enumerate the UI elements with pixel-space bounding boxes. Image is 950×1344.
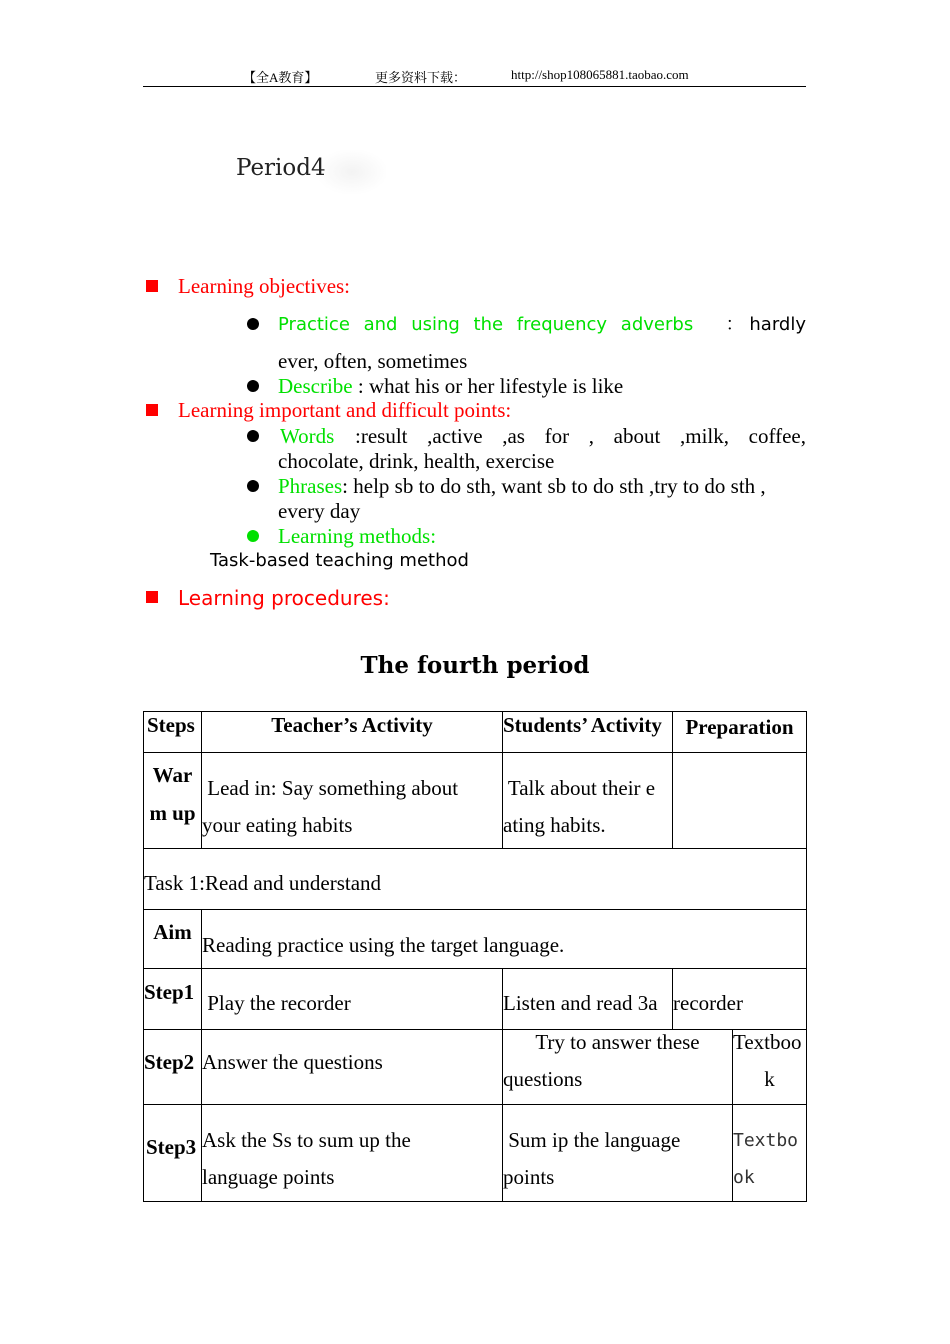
step3-students-b: points	[503, 1165, 555, 1189]
step3-teacher-a: Ask the Ss to sum up the	[202, 1128, 411, 1152]
step3-students-a: Sum ip the language	[503, 1128, 681, 1152]
phrases-label: Phrases	[278, 474, 343, 498]
green-bullet-dot	[247, 530, 259, 542]
warmup-step-a: War	[152, 763, 193, 787]
step2-label: Step2	[144, 1050, 195, 1074]
phrases-rest: : help sb to do sth, want sb to do sth ,try to do sth ,	[342, 474, 766, 498]
bullet-dot	[247, 480, 259, 492]
bullet-dot	[247, 430, 259, 442]
phrases	[278, 474, 766, 499]
step1-preparation: recorder	[673, 991, 743, 1015]
objectives-heading: Learning objectives:	[178, 274, 351, 298]
objective-1-green: Practice and using the frequency adverbs	[278, 314, 694, 335]
step3-preparation-b: ok	[733, 1167, 755, 1188]
title-smudge	[318, 150, 386, 194]
step2-teacher: Answer the questions	[202, 1050, 383, 1074]
words-label: Words	[280, 424, 335, 448]
words-line2: chocolate, drink, health, exercise	[278, 449, 555, 473]
phrases-line2: every day	[278, 499, 361, 523]
header-brand: 【全A教育】	[243, 70, 318, 85]
step2-preparation-b: k	[764, 1067, 775, 1091]
methods-value: Task-based teaching method	[210, 550, 469, 571]
word: :result	[355, 424, 408, 448]
warmup-students-a: Talk about their e	[503, 776, 656, 800]
red-square-bullet	[146, 404, 158, 416]
step1-teacher: Play the recorder	[202, 991, 351, 1015]
warmup-teacher-a: Lead in: Say something about	[202, 776, 459, 800]
word: ,milk,	[679, 424, 729, 448]
step2-preparation-a: Textboo	[733, 1030, 802, 1054]
bullet-dot	[247, 318, 259, 330]
objective-2-rest: : what his or her lifestyle is like	[352, 374, 624, 398]
important-heading: Learning important and difficult points:	[178, 398, 512, 422]
objective-2	[278, 374, 623, 399]
aim-label: Aim	[153, 920, 192, 944]
th-preparation: Preparation	[685, 715, 794, 739]
objective-1-line2: ever, often, sometimes	[278, 349, 468, 373]
red-square-bullet	[146, 280, 158, 292]
warmup-teacher-b: your eating habits	[202, 813, 353, 837]
step1-students: Listen and read 3a	[503, 991, 658, 1015]
step3-teacher-b: language points	[202, 1165, 335, 1189]
th-teacher: Teacher’s Activity	[271, 713, 433, 737]
step3-preparation-a: Textbo	[733, 1130, 799, 1151]
th-students: Students’ Activity	[503, 713, 662, 737]
objective-1	[278, 312, 806, 337]
word: ,	[588, 424, 595, 448]
word: ,as	[502, 424, 525, 448]
objective-1-rest: ： hardly	[725, 314, 806, 335]
step2-students-b: questions	[503, 1067, 583, 1091]
methods-label: Learning methods:	[278, 524, 437, 548]
page-header	[143, 66, 806, 87]
page-title: Period4	[236, 155, 326, 181]
header-more-downloads: 更多资料下载：	[375, 70, 467, 85]
word: ,active	[427, 424, 483, 448]
word: coffee,	[748, 424, 806, 448]
header-url[interactable]: http://shop108065881.taobao.com	[511, 67, 689, 82]
objective-2-green: Describe	[278, 374, 353, 398]
word: about	[613, 424, 661, 448]
step2-students-a: Try to answer these	[535, 1030, 700, 1054]
procedures-heading: Learning procedures:	[178, 586, 390, 610]
warmup-step-b: m up	[149, 801, 196, 825]
red-square-bullet	[146, 591, 158, 603]
warmup-students-b: ating habits.	[503, 813, 606, 837]
bullet-dot	[247, 380, 259, 392]
word: for	[544, 424, 570, 448]
aim-text: Reading practice using the target language.	[202, 933, 565, 957]
table-title: The fourth period	[360, 652, 590, 679]
step3-label: Step3	[146, 1135, 197, 1159]
step1-label: Step1	[144, 980, 195, 1004]
th-steps: Steps	[147, 713, 195, 737]
task1-label: Task 1:Read and understand	[144, 871, 382, 895]
words-line1	[355, 424, 806, 449]
